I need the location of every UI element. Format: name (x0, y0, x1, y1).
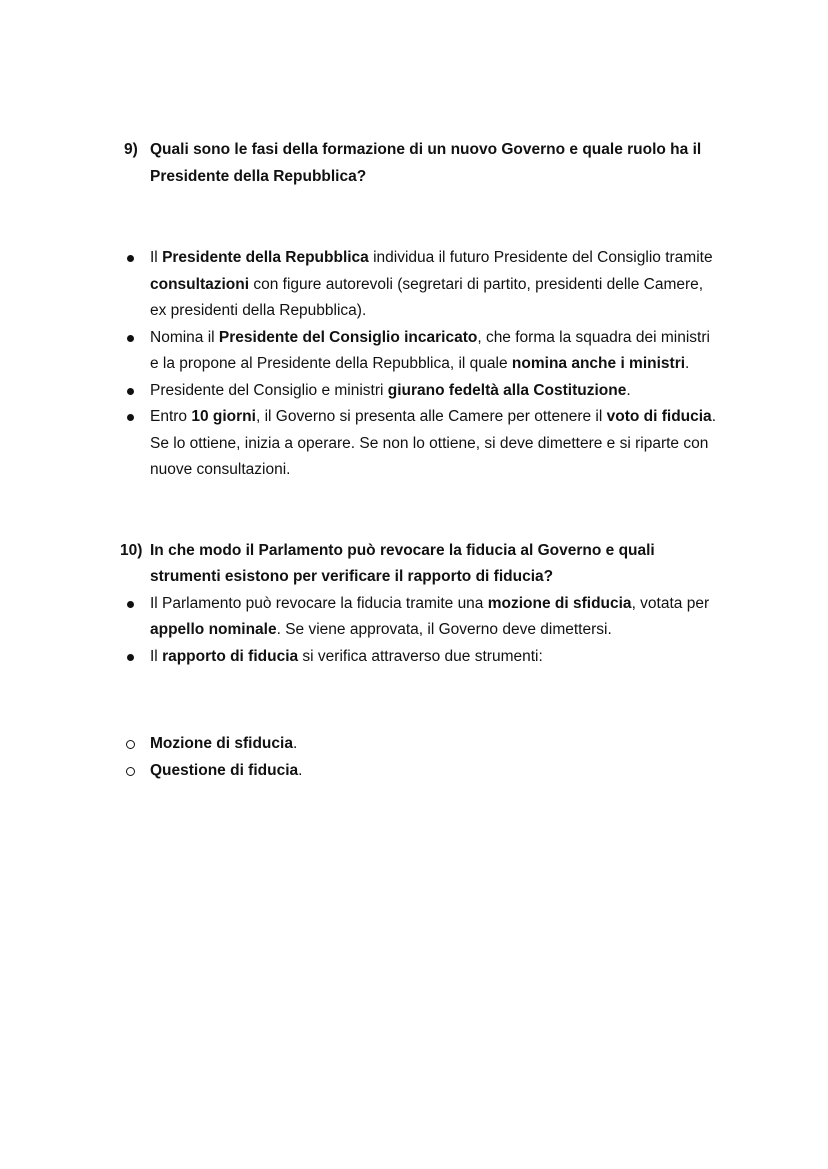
list-item (124, 245, 720, 325)
list-item-text: Il rapporto di fiducia si verifica attraverso due strumenti: (150, 647, 543, 665)
list-item-text: Entro 10 giorni, il Governo si presenta alle Camere per ottenere il voto di fiducia. Se lo ottiene, inizia a operare. Se non lo ottiene, si deve dimettere e si riparte con nuove consultazioni. (150, 408, 716, 478)
bullet-icon (127, 335, 134, 342)
bullet-icon (127, 255, 134, 262)
bullet-icon (127, 388, 134, 395)
list-item-text: Mozione di sfiducia. (150, 735, 298, 752)
question-9-number: 9) (124, 141, 138, 158)
list-item (124, 758, 720, 785)
question-9-bullet-list (124, 245, 720, 484)
question-10-sub-bullet-list (124, 731, 720, 784)
hollow-bullet-icon (126, 767, 135, 776)
list-item (124, 404, 720, 484)
list-item (124, 325, 720, 378)
question-9-title: Quali sono le fasi della formazione di un nuovo Governo e quale ruolo ha il Presidente della Repubblica? (150, 141, 702, 185)
list-item (124, 731, 720, 758)
list-item-text: Presidente del Consiglio e ministri giurano fedeltà alla Costituzione. (150, 381, 631, 399)
hollow-bullet-icon (126, 740, 135, 749)
bullet-icon (127, 601, 134, 608)
list-item-text: Questione di fiducia. (150, 761, 303, 779)
list-item (124, 378, 720, 405)
list-item-text: Il Parlamento può revocare la fiducia tramite una mozione di sfiducia, votata per appello nominale. Se viene approvata, il Governo deve dimettersi. (150, 594, 710, 638)
question-block-9 (124, 137, 720, 484)
list-item-text: Il Presidente della Repubblica individua il futuro Presidente del Consiglio tramite consultazioni con figure autorevoli (segretari di partito, presidenti delle Camere, ex presidenti della Repubblica). (150, 249, 713, 319)
list-item (124, 644, 720, 671)
question-10-heading (120, 538, 720, 591)
list-item-text: Nomina il Presidente del Consiglio incaricato, che forma la squadra dei ministri e la propone al Presidente della Repubblica, il quale nomina anche i ministri. (150, 328, 710, 372)
bullet-icon (127, 414, 134, 421)
question-10-number: 10) (120, 541, 143, 559)
bullet-icon (127, 654, 134, 661)
question-10-bullet-list (124, 591, 720, 671)
question-9-heading (124, 137, 720, 190)
question-10-title: In che modo il Parlamento può revocare la fiducia al Governo e quali strumenti esistono per verificare il rapporto di fiducia? (150, 541, 655, 585)
question-block-10 (120, 538, 720, 785)
list-item (124, 591, 720, 644)
